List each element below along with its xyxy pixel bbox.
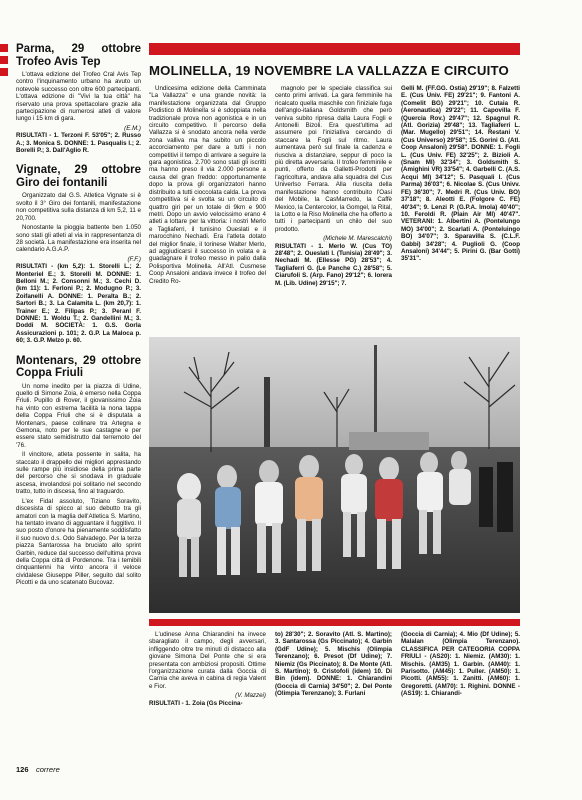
montenars-body-2: Il vincitore, atleta possente in salita, ha staccato il drappello dei migliori apprestando sulle rampe più insidiose della prima parte del percorso che si snodava in graduale ascesa, involandosi poi solitario nel secondo tratto, tutto in discesa, fino al traguardo. [16,451,141,496]
molinella-column-2 [275,85,392,332]
bottom-results-3: (Goccia di Carnia); 4. Mio (Df Udine); 5. Malalan (Olimpia Terenzano). CLASSIFICA PER CATEGORIA COPPA FRIULI - (AS20): 1. Niemiz. (AM30): 1. Mischis. (AM35) 1. Garbin. (AM40): 1. Parisotto. (AM45): 1. Puller. (AM50): 1. Picotti. (AM55): 1. Zanitti. (AM60): 1. Gregoretti. (AM70): 1. Righini. DONNE - (AS19): 1. Chiarandi- [401,631,520,698]
molinella-results-cont: Gelli M. (FF.GG. Ostia) 29'19"; 8. Falzetti E. (Cus Univ. FE) 29'21"; 9. Fantoni A. (Comelit BG) 29'21"; 10. Cutaia R. (Aeronautica) 29'22"; 11. Capovilla F. (Quercia Rov.) 29'47"; 12. Spagnul R. (Atl. Gorizia) 29'48"; 13. Tagliaferri L. (Mar. Mugello) 29'51"; 14. Restani V. (Cus Universo) 29'58"; 15. Gorini G. (Atl. Coop Ansaloni) 29'58". DONNE: 1. Fogli L. (Cus Univ. FE) 32'25"; 2. Bizioli A. (Snam MI) 32'34"; 3. Goldsmith S. (Amighini VR) 33'54"; 4. Garbelli C. (A.S. Acqui MI) 34'12"; 5. Pasquali I. (Cus Parma) 36'03"; 6. Nicolae S. (Cus Univv. FE) 36'30"; 7. Medri R. (Cus Univ. BO) 37'18"; 8. Aleotti E. (Folgore C. FE) 40'34"; 9. Lenzi P. (G.P.A. Imola) 40'40"; 10. Feroldi R. (Plain Air MI) 40'47". VETERANI: 1. Albertini A. (Pontelungo MO) 34'00"; 2. Scarlati A. (Ponteluingo BO) 34'07"; 3. Sparavilla S. (C.L.F. Gabbi) 34'28"; 4. Puglioli G. (Coop Ansaloni) 34'44"; 5. Pirini G. (Bar Gotti) 35'31". [401,85,520,263]
runners-photo-illustration [149,337,520,613]
article-headline: MOLINELLA, 19 NOVEMBRE LA VALLAZZA E CIRCUITO [149,63,509,78]
race-photo [149,337,520,613]
molinella-results: RISULTATI - 1. Merlo W. (Cus TO) 28'48"; 2. Oueslati I. (Tunisia) 28'49"; 3. Nechadi M. (Ellesse PG) 28'53"; 4. Tagliaferri G. (Le Panche C.) 28'58"; 5. Ciarufoli S. (Arp. Fano) 29'12"; 6. Iorera M. (Lib. Udine) 29'15"; 7. [275,242,392,287]
molinella-column-1 [149,85,266,332]
corner-marker [0,56,8,64]
parma-signature: (E.M.) [124,124,141,132]
sidebar-column [16,43,141,743]
corner-marker [0,44,8,52]
headline-top-bar [149,43,520,55]
parma-results: RISULTATI - 1. Terzoni F. 53'05"; 2. Russo A.; 3. Monica S. DONNE: 1. Pasqualis I.; 2. Borelli P.; 3. Dall'Aglio R. [16,132,141,155]
vignate-body-2: Nonostante la pioggia battente ben 1.050 sono stati gli atleti al via in rappresentanza di 28 società. La manifestazione era inserita nel calendario A.G.A.P. [16,224,141,254]
bottom-signature: (V. Mazzei) [235,692,266,700]
molinella-signature: (Michele M. Marescalchi) [323,235,392,243]
vignate-results: RISULTATI - (km 5,2): 1. Storelli L.; 2. Monteriel E.; 3. Storelli M. DONNE: 1. Belloni M.; 2. Consonni M.; 3. Cechi D. (km 11): 1. Ferloni P.; 2. Modugno P.; 3. Zoifanelli A. DONNE: 1. Peralta B.; 2. Sartori B.; 3. La Calamita L. (km 20,7): 1. Trainer E.; 2. Filipas P.; 3. Peranl F. DONNE: 1. Woldu T.; 2. Gandellini M.; 3. Doddi M. SOCIETÀ: 1. G.S. Gorla Assicurazioni p. 101; 2. G.P. La Maloca p. 60; 3. G.P. Melzo p. 60. [16,263,141,345]
bottom-column-3 [401,631,520,741]
montenars-body-1: Un nome inedito per la piazza di Udine, quello di Simone Zoia, è emerso nella Coppa Friuli. Pupillo di Rover, il giovanissimo Zoia ha vinto con estrema facilità la nona tappa della Coppa Friuli che si è disputata a Montenars, paese collinare tra Artegna e Gemona, noto per le sue castagne e per essere stato semidistrutto dal terremoto del '76. [16,382,141,449]
magazine-name: correre [36,765,60,774]
bottom-rule [149,619,520,626]
corner-marker [0,68,8,76]
molinella-body-1: Undicesima edizione della Camminata "La Vallazza" e una grande novità: la manifestazione organizzata dal Gruppo Podistico di Molinella si è sdoppiata nella tradizionale prova non agonistica e in un circuito competitivo. Il percorso della Vallazza si è snodato ancora nella verde zona valliva ma ha subito un piccolo accorciamento per dare a tutti i non competitivi il tempo di arrivare a seguire la gara agonistica. 2.700 sono stati gli iscritti ma hanno preso il via 2.000 persone a causa del gran freddo: opportunamente dopo la prova gli organizzatori hanno distribuito a tutti cioccolata calda. La prova competitiva si è svolta su un circuito di quattro giri per un totale di 9km e 900 metri. Dopo un avvio velocissimo erano 4 atleti a lottare per la vittoria: i nostri Merlo e Tagliaferri, il tunisino Oueslati e il marocchino Nechadi. Era l'atleta dotato del miglior finale, il torinese Walter Merlo, ad aggiudicarsi il successo in volata e a guadagnare il trofeo messo in palio dalla Polisportiva Molinella. All'Atl. Cusmese Coop Ansaloni andava invece il trofeo del Credito Ro- [149,85,266,285]
montenars-title: Montenars, 29 ottobre Coppa Friuli [16,354,141,380]
molinella-body-2: magnolo per le speciale classifica sui cento primi arrivati. La gara femminile ha ricalcato quella maschile con l'iniziale fuga dell'anglo-italiana Goldsmith che però veniva subito ripresa dalla Laura Fogli e Antonelli Bizoli. Era quest'ultima ad assumere poi l'iniziativa cercando di staccare la Fogli sul ritmo. Laura aumentava però sul finale la cadenza e riusciva a distanziare, seppur di poco la più diretta avversaria. Il trofeo femminile e punti, offerto da Galletti-Prodotti per l'agricoltura, andava alla squadra del Cus Univerlso Ferrara. Alla riuscita della manifestazione hanno contribuito l'Oasi del Mobile, la CasMarredo, la Caffè Mexico, la Centercolor, la Gomgel, la Rital, la Lotto e la Riso Molinella che ha offerto a tutti i partecipanti un chilo del suo prodotto. [275,85,392,233]
bottom-column-1 [149,631,266,741]
montenars-body-3: L'ex Fidal assoluto, Tiziano Soravito, discesista di spicco al suo debutto tra gli amatori con la maglia dell'Atletica S. Martino, ha tentato invano di agguantare il fuggitivo. Il suo posto d'onore ha pienamente soddisfatto il suo nuovo d.s. Odo Salvadego. Per la terza piazza Santarossa ha bruciato allo sprint Garbin, reduce dal successo dell'ultima prova della Coppa città di Pordenone. Tra i temibili cinquantenni ha vinto ancora il veloce cividalese Giuseppe Piller, seguito dal solito Picotti e da uno scatenato Bucovaz. [16,497,141,587]
molinella-column-3 [401,85,520,332]
vignate-signature: (F.F.) [127,255,141,263]
bottom-results: RISULTATI - 1. Zoia (Gs Piccina- [149,699,243,707]
parma-body: L'ottava edizione del Trofeo Cral Avis Tep contro l'inquinamento urbano ha avuto un notevole successo con oltre 600 partecipanti. L'ottava edizione di "Vivi la tua città" ha riservato una prova spettacolare grazie alla partecipazione di numerosi atleti di valore lungo i 15 km di gara. [16,71,141,123]
page-number: 126 [16,765,29,774]
vignate-body-1: Organizzato dal G.S. Atletica Vignate si è svolto il 3° Giro dei fontanili, manifestazione non competitiva sulla distanza di km 5,2, 11 e 20,700. [16,192,141,222]
vignate-title: Vignate, 29 ottobre Giro dei fontanili [16,164,141,189]
parma-title: Parma, 29 ottobre Trofeo Avis Tep [16,43,141,68]
bottom-results-2: to) 28'30"; 2. Soravito (Atl. S. Martino); 3. Santarossa (Gs Piccinato); 4. Garbin (GdF Udine); 5. Mischis (Olimpia Terenzano); 6. Presot (Df Udine); 7. Niemiz (Gs Piccinato); 8. De Monte (Atl. S. Martino); 9. Cristofoli (idem) 10. Di Bin (idem). DONNE: 1. Chiarandini (Goccia di Carnia) 34'50"; 2. Del Ponte (Olimpia Terenzano); 3. Furlani [275,631,392,698]
bottom-body-1: L'udinese Anna Chiarandini ha invece sbaragliato il campo, degli avversari, infliggendo oltre tre minuti di distacco alla giovane Simona Del Ponte che si era presentata con ambiziosi propositi. Ottime l'organizzazione curata dalla Goccia di Carnia che aveva in cabina di regia Valent e Fior. [149,631,266,690]
bottom-column-2 [275,631,392,741]
